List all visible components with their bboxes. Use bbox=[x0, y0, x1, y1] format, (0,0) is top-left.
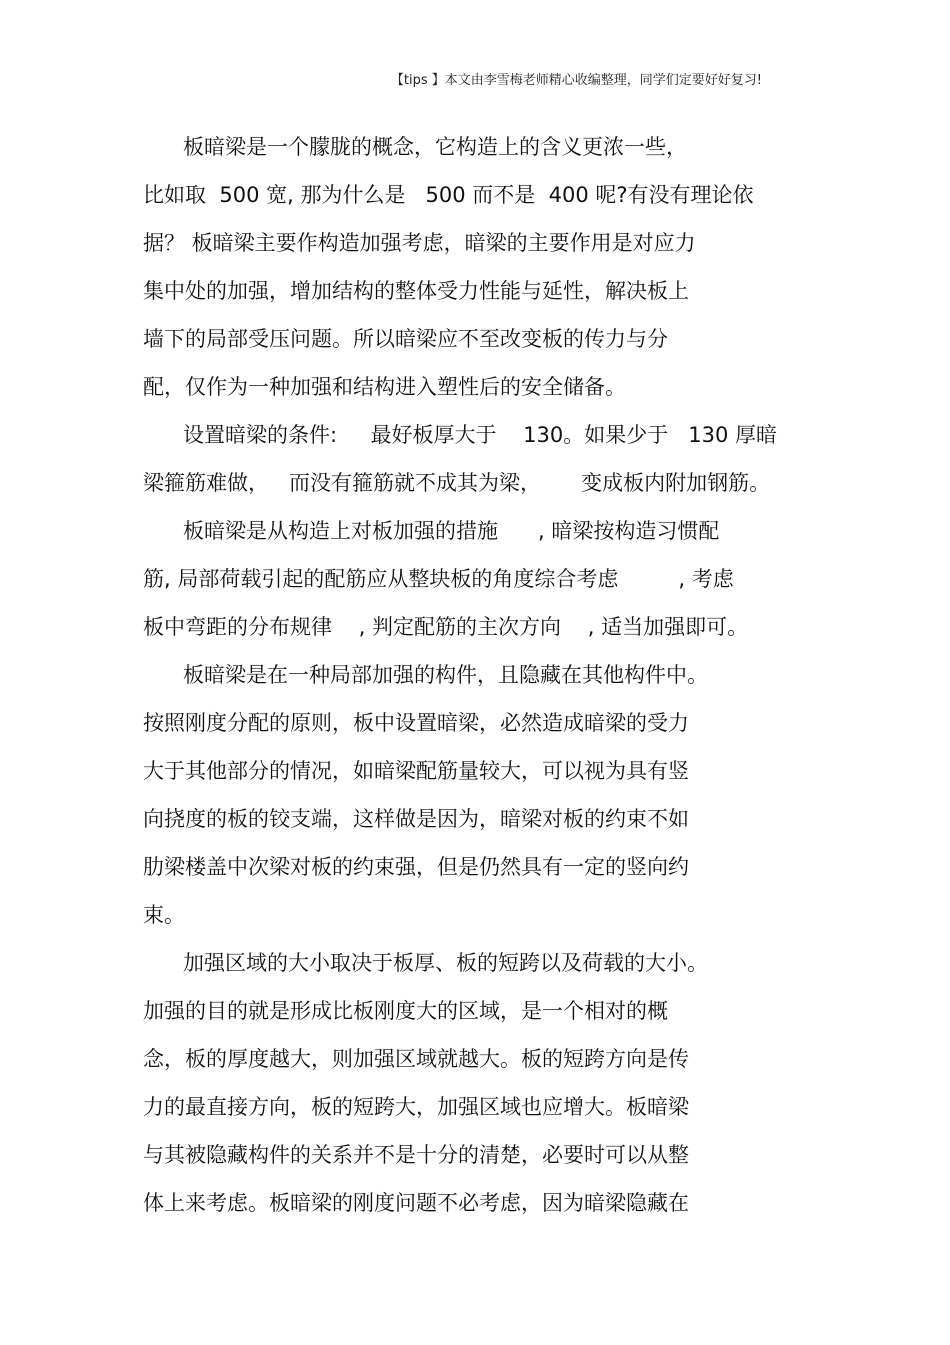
text-line: 筋, 局部荷载引起的配筋应从整块板的角度综合考虑 , 考虑 bbox=[143, 567, 734, 591]
text-line: 集中处的加强，增加结构的整体受力性能与延性，解决板上 bbox=[143, 279, 689, 303]
text-line: 加强区域的大小取决于板厚、板的短跨以及荷载的大小。 bbox=[183, 951, 708, 975]
text-line: 力的最直接方向，板的短跨大，加强区域也应增大。板暗梁 bbox=[143, 1095, 689, 1119]
text-line: 据？ 板暗梁主要作构造加强考虑，暗梁的主要作用是对应力 bbox=[143, 231, 696, 255]
text-line: 加强的目的就是形成比板刚度大的区域，是一个相对的概 bbox=[143, 999, 668, 1023]
text-line: 板暗梁是在一种局部加强的构件，且隐藏在其他构件中。 bbox=[183, 663, 708, 687]
text-line: 梁箍筋难做， 而没有箍筋就不成其为梁， 变成板内附加钢筋。 bbox=[143, 471, 771, 495]
text-line: 板中弯距的分布规律 , 判定配筋的主次方向 , 适当加强即可。 bbox=[143, 615, 749, 639]
text-line: 与其被隐藏构件的关系并不是十分的清楚，必要时可以从整 bbox=[143, 1143, 689, 1167]
text-line: 体上来考虑。板暗梁的刚度问题不必考虑，因为暗梁隐藏在 bbox=[143, 1191, 689, 1215]
text-line: 板暗梁是一个朦胧的概念，它构造上的含义更浓一些， bbox=[183, 135, 687, 159]
text-line: 墙下的局部受压问题。所以暗梁应不至改变板的传力与分 bbox=[143, 327, 668, 351]
text-line: 束。 bbox=[143, 903, 185, 927]
text-line: 比如取 500 宽, 那为什么是 500 而不是 400 呢?有没有理论依 bbox=[143, 183, 754, 207]
text-line: 大于其他部分的情况，如暗梁配筋量较大，可以视为具有竖 bbox=[143, 759, 689, 783]
text-line: 肋梁楼盖中次梁对板的约束强，但是仍然具有一定的竖向约 bbox=[143, 855, 689, 879]
text-line: 板暗梁是从构造上对板加强的措施 , 暗梁按构造习惯配 bbox=[183, 519, 720, 543]
text-line: 配，仅作为一种加强和结构进入塑性后的安全储备。 bbox=[143, 375, 626, 399]
text-line: 向挠度的板的铰支端，这样做是因为，暗梁对板的约束不如 bbox=[143, 807, 689, 831]
text-line: 设置暗梁的条件: 最好板厚大于 130。如果少于 130 厚暗 bbox=[183, 423, 778, 447]
text-line: 念，板的厚度越大，则加强区域就越大。板的短跨方向是传 bbox=[143, 1047, 689, 1071]
text-line: 按照刚度分配的原则，板中设置暗梁，必然造成暗梁的受力 bbox=[143, 711, 689, 735]
tips-header: 【tips 】本文由李雪梅老师精心收编整理，同学们定要好好复习! bbox=[390, 73, 762, 88]
